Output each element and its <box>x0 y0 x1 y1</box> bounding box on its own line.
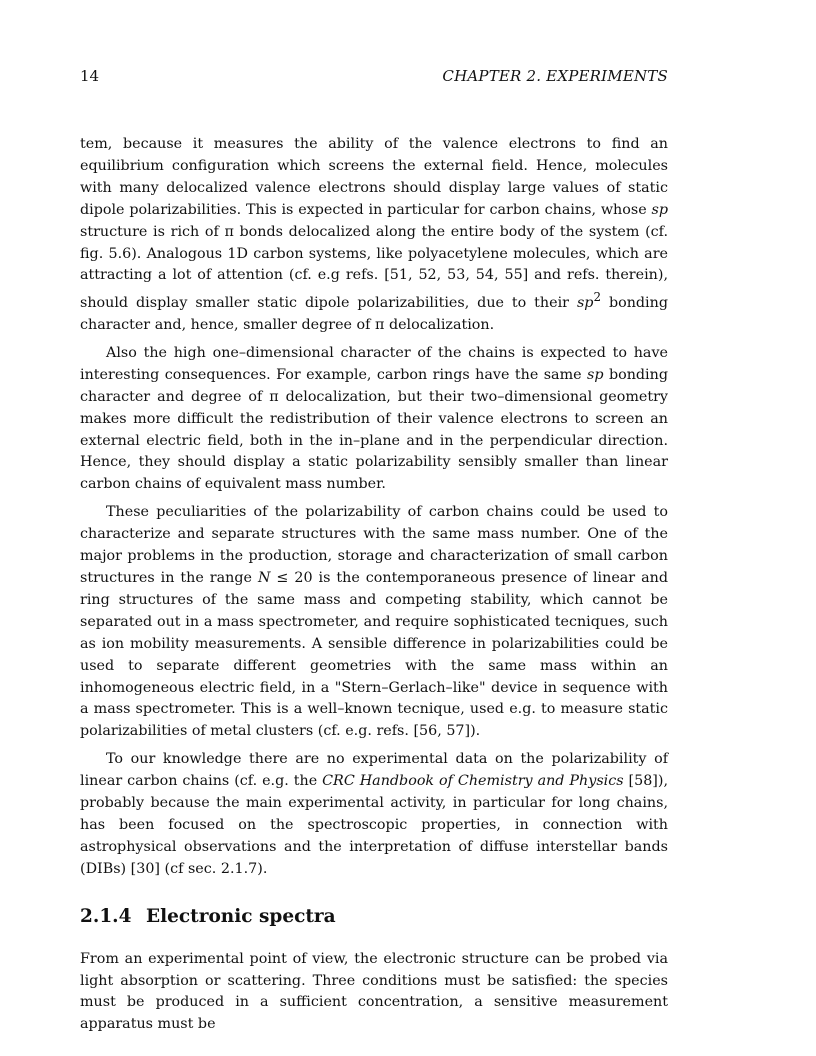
p1-sup: 2 <box>593 290 602 305</box>
p2-sp: sp <box>587 366 604 383</box>
p2-text-b: bonding character and degree of π delocalization, but their two–dimensional geometry makes more difficult the redistribution of their valence electrons to screen an external electric field, both in the in–plane and in the perpendicular direction. Hence, they should display a static polarizability sensibly smaller than linear carbon chains of equivalent mass number. <box>80 366 668 493</box>
p4-text-b: [58]), probably because the main experimental activity, in particular for long chains, has been focused on the spectroscopic properties, in connection with astrophysical observations and the interpretation of diffuse interstellar bands (DIBs) [30] (cf sec. 2.1.7). <box>80 773 669 877</box>
p1-text-b: structure is rich of π bonds delocalized along the entire body of the system (cf. fig. 5.6). Analogous 1D carbon systems, like polyacetylene molecules, which are attracting a lot of attention (cf. e.g refs. [51, 52, 53, 54, 55] and refs. therein), should display smaller static dipole polarizabilities, due to their <box>80 223 668 312</box>
p1-sp2: sp <box>576 295 594 312</box>
page-body <box>80 134 668 1042</box>
p4-handbook: CRC Handbook of Chemistry and Physics <box>322 773 624 790</box>
p1-sp: sp <box>651 201 668 218</box>
p1-text-a: tem, because it measures the ability of the valence electrons to find an equilibrium configuration which screens the external field. Hence, molecules with many delocalized valence electrons should display large values of static dipole polarizabilities. This is expected in particular for carbon chains, whose <box>80 136 668 218</box>
p1-text-c: bonding character and, hence, smaller degree of π delocalization. <box>80 295 668 334</box>
paragraph-2 <box>80 343 668 496</box>
section-number: 2.1.4 <box>80 905 132 927</box>
section-title: Electronic spectra <box>146 905 336 927</box>
paragraph-4 <box>80 749 668 880</box>
paragraph-5: From an experimental point of view, the electronic structure can be probed via light absorption or scattering. Three conditions must be satisfied: the species must be produced in a sufficient concentration, a sensitive measurement apparatus must be <box>80 950 668 1033</box>
paragraph-1 <box>80 134 668 337</box>
p3-text-a: These peculiarities of the polarizability of carbon chains could be used to characterize and separate structures with the same mass number. One of the major problems in the production, storage and characterization of small carbon structures in the range <box>80 504 668 586</box>
p2-text-a: Also the high one–dimensional character of the chains is expected to have interesting consequences. For example, carbon rings have the same <box>80 344 668 383</box>
p3-n: N <box>257 569 271 586</box>
running-head <box>80 66 668 86</box>
page-number: 14 <box>80 67 100 85</box>
section-heading <box>80 905 668 929</box>
p4-text-a: To our knowledge there are no experimental data on the polarizability of linear carbon chains (cf. e.g. the <box>80 751 668 790</box>
p3-text-b: ≤ 20 is the contemporaneous presence of linear and ring structures of the same mass and competing stability, which cannot be separated out in a mass spectrometer, and require sophisticated tecniques, such as ion mobility measurements. A sensible difference in polarizabilities could be used to separate different geometries with the same mass within an inhomogeneous electric field, in a "Stern–Gerlach–like" device in sequence with a mass spectrometer. This is a well–known tecnique, used e.g. to measure static polarizabilities of metal clusters (cf. e.g. refs. [56, 57]). <box>80 569 668 740</box>
chapter-title: CHAPTER 2. EXPERIMENTS <box>442 67 668 85</box>
paragraph-3 <box>80 502 668 743</box>
